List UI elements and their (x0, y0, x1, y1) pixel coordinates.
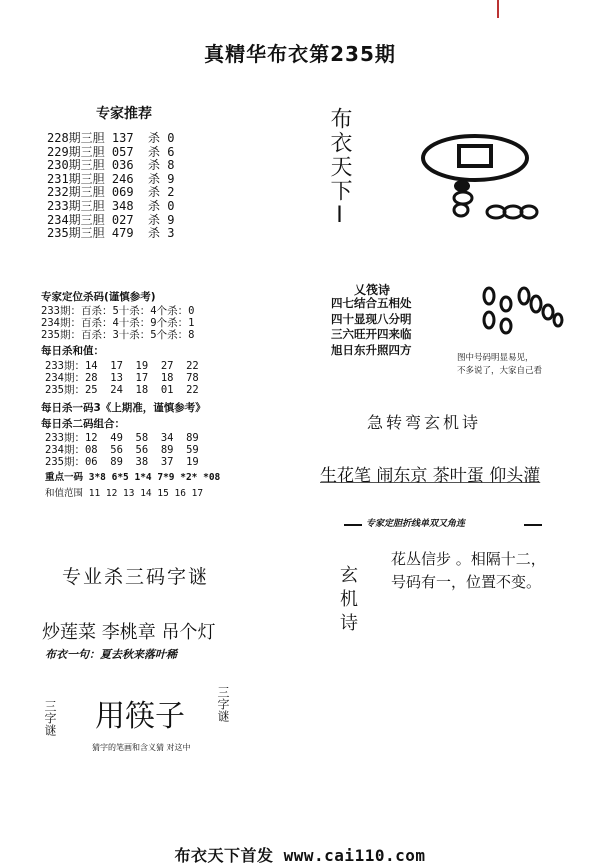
riddle-three-heading: 专业杀三码字谜 (62, 566, 210, 588)
kill-sum-row: 235期：25 24 18 01 22 (45, 384, 199, 396)
daily-kill-sum-table (45, 360, 199, 396)
position-kill-row: 234期：百杀：4十杀：9个杀：1 (41, 317, 195, 329)
daily-two-heading: 每日杀二码组合： (41, 418, 125, 430)
kill-two-row: 235期：06 89 38 37 19 (45, 456, 199, 468)
expert-row: 232期三胆 069 杀 2 (47, 185, 175, 200)
fold-line: 专家定胆折线单双又角连 (366, 519, 466, 529)
chopsticks-riddle: 用筷子 (95, 699, 185, 734)
expert-row: 234期三胆 027 杀 9 (47, 212, 175, 227)
poem-line: 旭日东升照四方 (331, 342, 412, 357)
position-kill-row: 233期：百杀：5十杀：4个杀：0 (41, 305, 195, 317)
poem-lines (331, 296, 412, 358)
poem-line: 四七结合五相处 (331, 296, 412, 310)
code-image (476, 282, 566, 342)
expert-row: 231期三胆 246 杀 9 (47, 171, 175, 186)
kill-two-row: 233期：12 49 58 34 89 (45, 432, 199, 444)
kill-sum-row: 233期：14 17 19 27 22 (45, 360, 199, 372)
poem-line: 四十显现八分明 (331, 311, 412, 326)
sum-range: 和值范围 11 12 13 14 15 16 17 (45, 488, 204, 499)
riddle-right-label: 三字谜 (216, 686, 230, 722)
right-vertical-title: 布衣天下I (327, 107, 352, 230)
expert-heading: 专家推荐 (96, 106, 152, 122)
page-title: 真精华布衣第235期 (204, 42, 396, 66)
footer: 布衣天下首发 www.cai110.com (174, 846, 426, 865)
image-note-1: 图中号码明显易见， (457, 353, 534, 363)
riddle-three-line: 炒莲菜 李桃章 吊个灯 (42, 622, 216, 643)
daily-one-heading: 每日杀一码3《上期准，谨慎参考》 (41, 402, 206, 414)
focus-one-code: 重点一码 3*8 6*5 1*4 7*9 *2* *08 (45, 472, 221, 483)
corner-mark (497, 0, 499, 18)
fold-line-right-rule (524, 524, 542, 526)
urgent-heading: 急转弯玄机诗 (367, 413, 482, 432)
daily-kill-sum-heading: 每日杀和值： (41, 345, 104, 357)
mystic-label: 玄机诗 (337, 565, 358, 637)
expert-row: 229期三胆 057 杀 6 (47, 144, 175, 159)
mystic-line-2: 号码有一，位置不变。 (391, 573, 542, 591)
poem-line: 三六旺开四来临 (331, 327, 412, 341)
position-kill-table (41, 305, 194, 341)
expert-row: 228期三胆 137 杀 0 (47, 131, 175, 145)
riddle-left-label: 三字谜 (43, 700, 57, 736)
poem-label: 乂筏诗 (354, 283, 391, 297)
expert-row: 233期三胆 348 杀 0 (47, 198, 175, 213)
position-kill-heading: 专家定位杀码(谨慎参考) (41, 291, 156, 303)
daily-two-table (45, 432, 199, 468)
expert-table (47, 132, 174, 241)
coin-drawing (405, 130, 545, 230)
kill-sum-row: 234期：28 13 17 18 78 (45, 372, 199, 384)
riddle-three-subline: 布衣一句：夏去秋来落叶稀 (45, 648, 177, 661)
mystic-line-1: 花丛信步 。相隔十二， (391, 550, 546, 568)
expert-row: 230期三胆 036 杀 8 (47, 158, 175, 173)
kill-two-row: 234期：08 56 56 89 59 (45, 444, 199, 456)
urgent-line: 生花笔 闹东京 茶叶蛋 仰头灌 (320, 466, 541, 486)
chopsticks-note: 猜字的笔画和含义猜 对这中 (92, 743, 191, 752)
image-note-2: 不多说了，大家自己看 (457, 366, 543, 376)
expert-row: 235期三胆 479 杀 3 (47, 226, 175, 241)
position-kill-row: 235期：百杀：3十杀：5个杀：8 (41, 329, 195, 341)
fold-line-left-rule (344, 524, 362, 526)
